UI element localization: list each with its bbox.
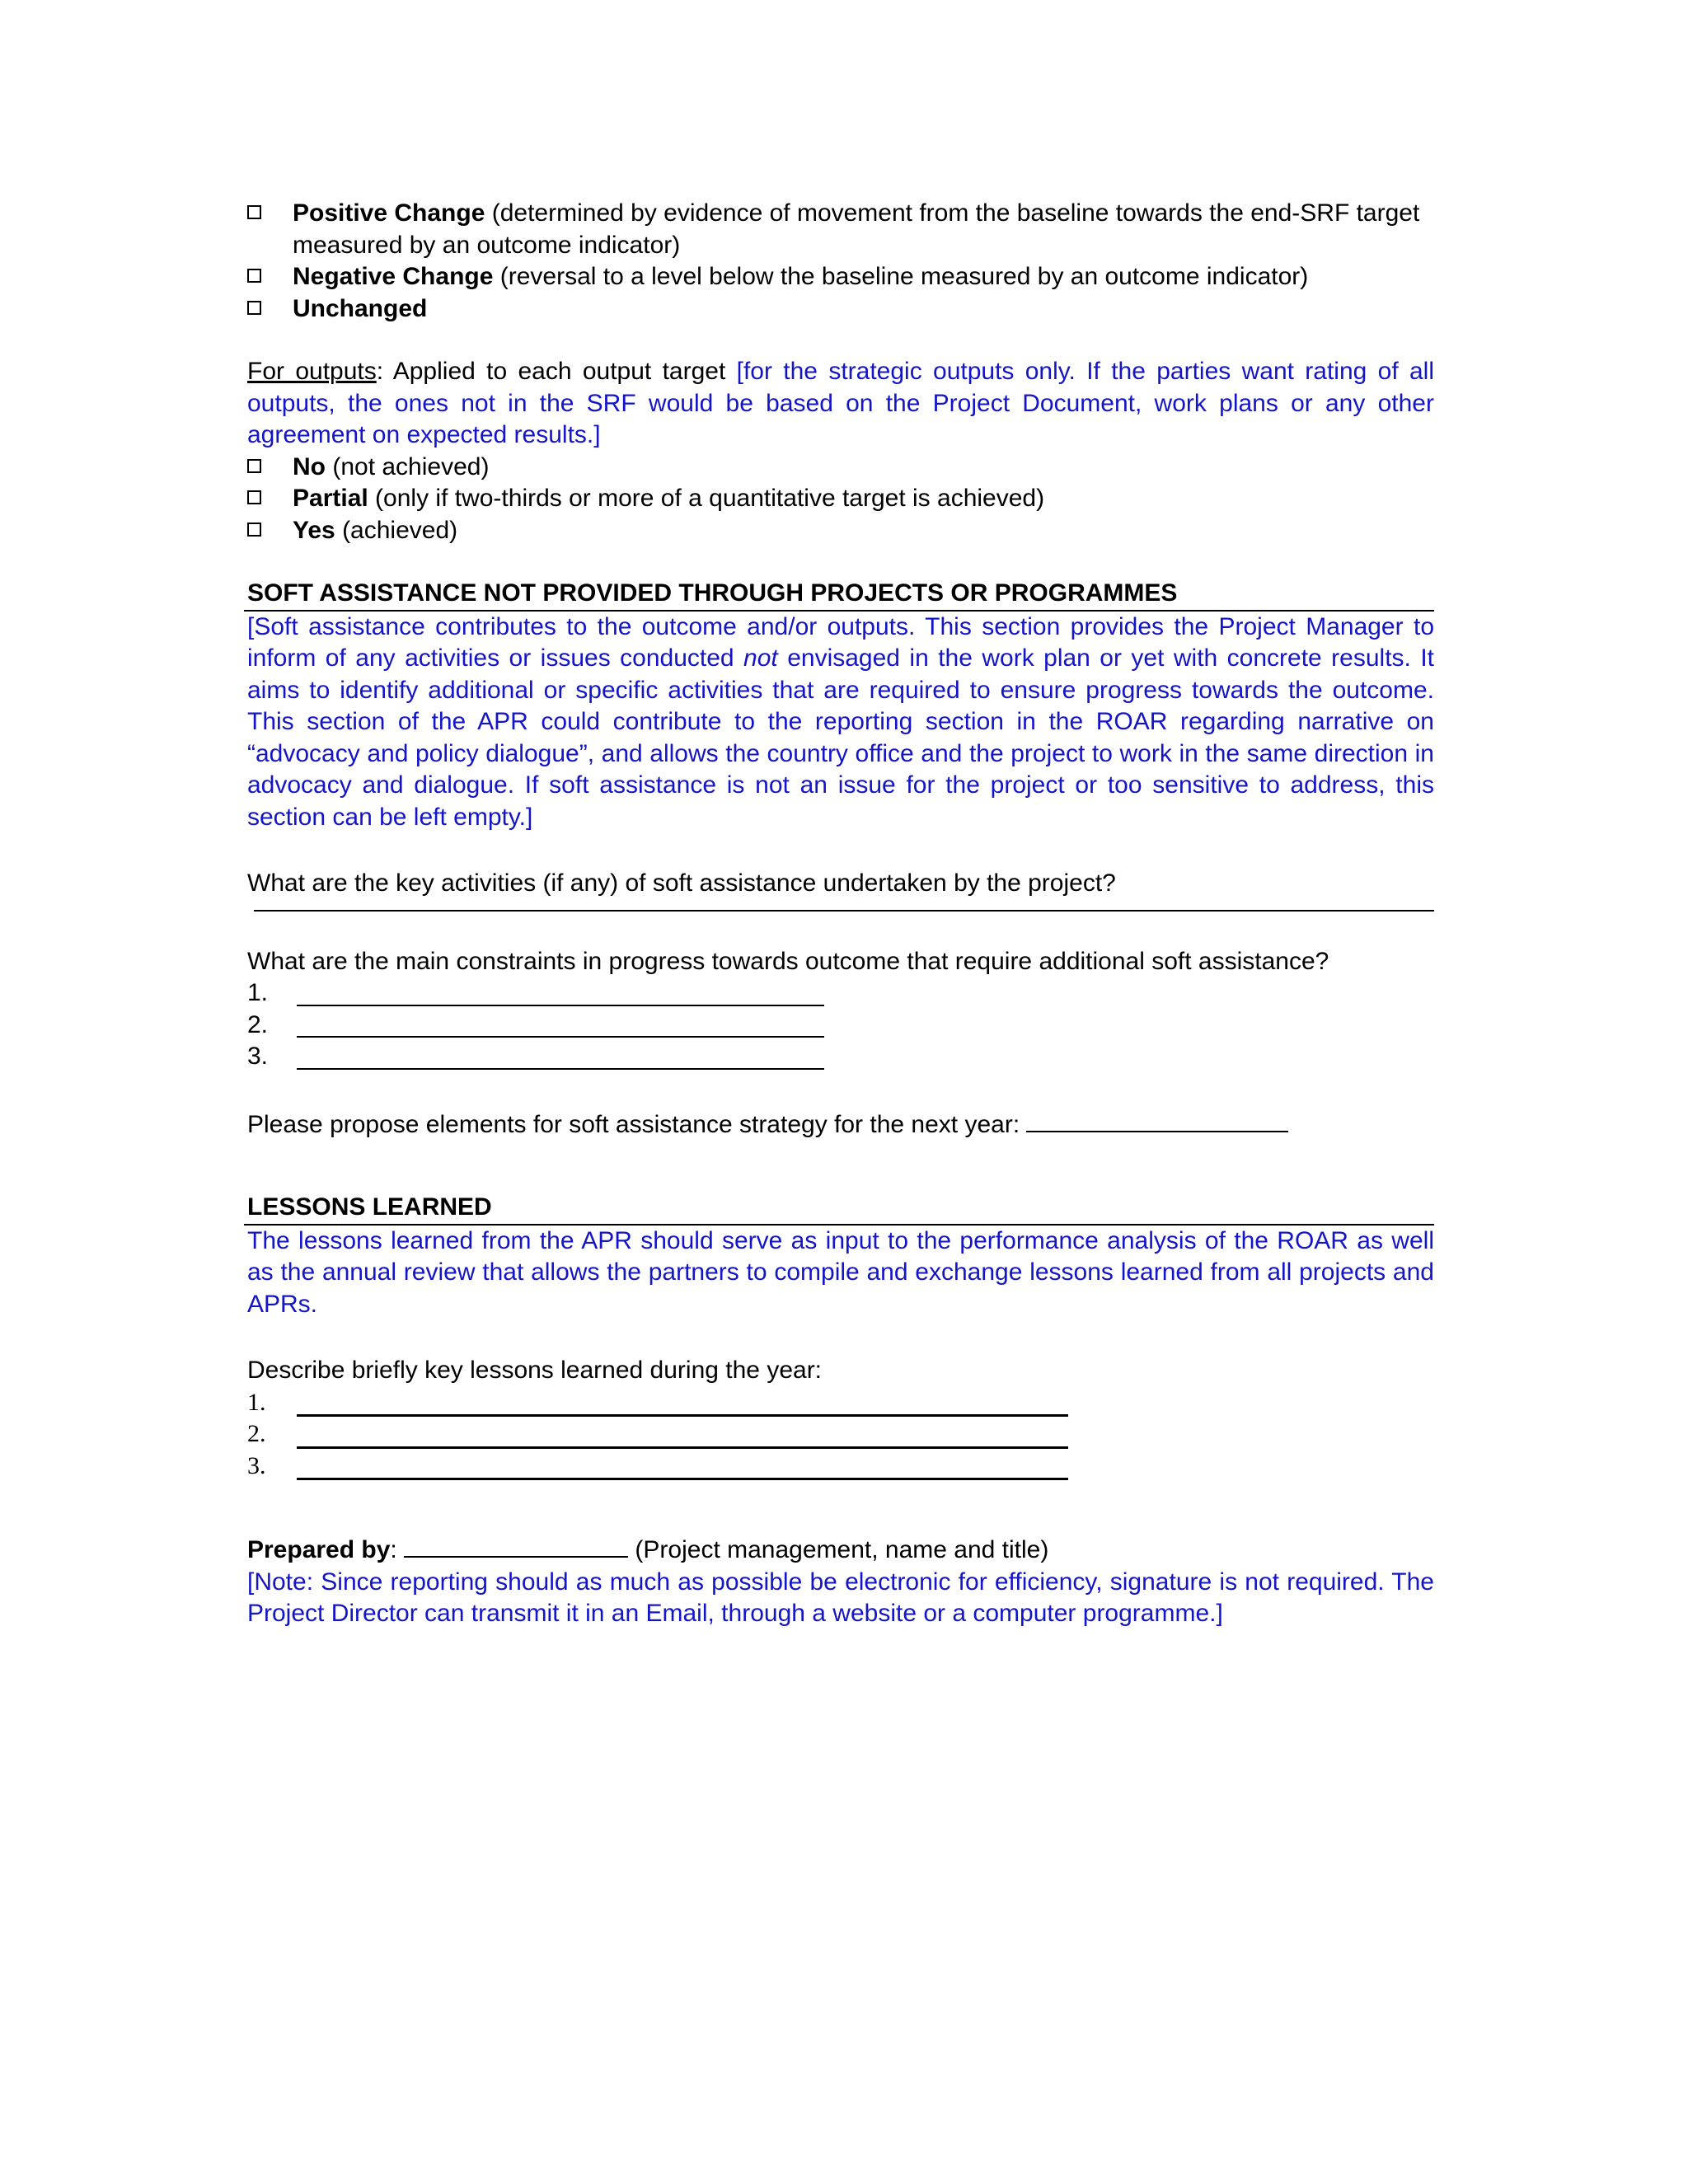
- rating-text: Positive Change (determined by evidence of movement from the baseline towards the end-SRF target measured by an outcome indicator): [293, 199, 1420, 259]
- output-rating-yes[interactable]: [247, 515, 1434, 547]
- output-rating-list: [247, 452, 1434, 547]
- rating-text: Partial (only if two-thirds or more of a quantitative target is achieved): [293, 485, 1045, 512]
- soft-assistance-note: [Soft assistance contributes to the outcome and/or outputs. This section provides the Project Manager to inform of any activities or issues conducted not envisaged in the work plan or yet with concrete results. It aims to identify additional or specific activities that are required to ensure progress towards the outcome. This section of the APR could contribute to the reporting section in the ROAR regarding narrative on “advocacy and policy dialogue”, and allows the country office and the project to work in the same direction in advocacy and dialogue. If soft assistance is not an issue for the project or too sensitive to address, this section can be left empty.]: [247, 612, 1434, 831]
- outcome-rating-unchanged[interactable]: [247, 293, 1434, 326]
- outputs-paragraph: For outputs: Applied to each output target [for the strategic outputs only. If the parties want rating of all outputs, the ones not in the SRF would be based on the Project Document, work plans or any other agreement on expected results.]: [247, 358, 1435, 448]
- outcome-rating-negative[interactable]: [247, 261, 1434, 293]
- soft-assistance-heading: SOFT ASSISTANCE NOT PROVIDED THROUGH PROJECTS OR PROGRAMMES: [244, 578, 1434, 612]
- outputs-label: For outputs: [247, 358, 377, 385]
- soft-assistance-question-2: What are the main constraints in progress towards outcome that require additional soft assistance?: [247, 947, 1329, 975]
- answer-line-key-activities[interactable]: [254, 900, 1434, 912]
- answer-line[interactable]: [297, 1045, 824, 1070]
- checkbox-positive-change[interactable]: [247, 205, 261, 219]
- constraint-item-3[interactable]: [247, 1041, 1434, 1073]
- item-number: 1.: [247, 979, 269, 1006]
- checkbox-partial[interactable]: [247, 490, 261, 504]
- checkbox-negative-change[interactable]: [247, 269, 261, 283]
- prepared-by-field[interactable]: [404, 1533, 628, 1558]
- prepared-by-note: [Note: Since reporting should as much as possible be electronic for efficiency, signature is not required. The Project Director can transmit it in an Email, through a website or a computer programme.]: [247, 1568, 1434, 1627]
- lessons-learned-note: The lessons learned from the APR should serve as input to the performance analysis of the ROAR as well as the annual review that allows the partners to compile and exchange lessons learned from all projects and APRs.: [247, 1226, 1434, 1318]
- outcome-rating-positive[interactable]: [247, 198, 1434, 261]
- answer-line-strategy[interactable]: [1026, 1108, 1288, 1132]
- checkbox-no[interactable]: [247, 459, 261, 473]
- item-number: 3.: [247, 1451, 266, 1479]
- document-page: [247, 198, 1434, 1630]
- soft-assistance-question-1: What are the key activities (if any) of soft assistance undertaken by the project?: [247, 869, 1116, 897]
- answer-line[interactable]: [297, 982, 824, 1006]
- prepared-by-line: Prepared by: (Project management, name and title): [247, 1533, 1434, 1567]
- item-number: 3.: [247, 1043, 269, 1070]
- answer-line[interactable]: [297, 1455, 1068, 1480]
- lessons-learned-heading: LESSONS LEARNED: [244, 1192, 1434, 1226]
- answer-line[interactable]: [297, 1423, 1068, 1449]
- lesson-item-3[interactable]: [247, 1451, 1434, 1483]
- item-number: 2.: [247, 1420, 266, 1447]
- constraint-item-2[interactable]: [247, 1010, 1434, 1042]
- checkbox-unchanged[interactable]: [247, 301, 261, 315]
- prepared-by-label: Prepared by: [247, 1536, 391, 1563]
- answer-line[interactable]: [297, 1013, 824, 1038]
- answer-line[interactable]: [297, 1391, 1068, 1417]
- soft-assistance-question-3: Please propose elements for soft assistance strategy for the next year:: [247, 1108, 1434, 1141]
- outputs-note: [for the strategic outputs only. If the parties want rating of all outputs, the ones not in the SRF would be based on the Project Document, work plans or any other agreement on expected results.]: [247, 358, 1435, 448]
- rating-text: Yes (achieved): [293, 516, 458, 544]
- constraint-item-1[interactable]: [247, 977, 1434, 1010]
- item-number: 1.: [247, 1388, 266, 1416]
- rating-text: Negative Change (reversal to a level below the baseline measured by an outcome indicator): [293, 263, 1309, 290]
- lesson-item-2[interactable]: [247, 1418, 1434, 1451]
- rating-text: Unchanged: [293, 294, 428, 322]
- checkbox-yes[interactable]: [247, 523, 261, 537]
- lesson-item-1[interactable]: [247, 1387, 1434, 1419]
- outcome-rating-list: [247, 198, 1434, 325]
- output-rating-partial[interactable]: [247, 483, 1434, 515]
- lessons-question: Describe briefly key lessons learned during the year:: [247, 1357, 823, 1384]
- output-rating-no[interactable]: [247, 452, 1434, 484]
- rating-text: No (not achieved): [293, 452, 490, 480]
- item-number: 2.: [247, 1010, 269, 1038]
